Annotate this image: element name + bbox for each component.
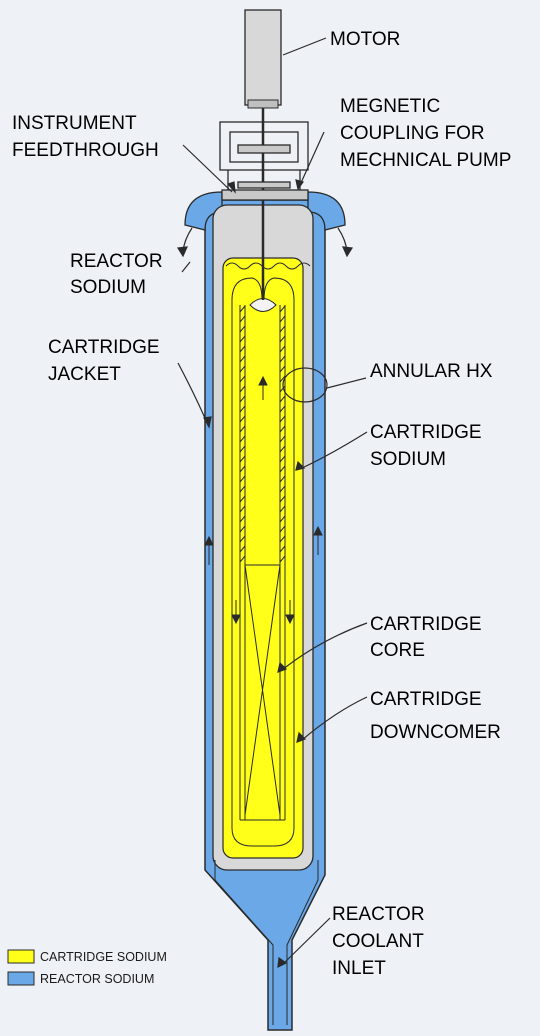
label-coupling-line3: MECHNICAL PUMP <box>340 150 512 171</box>
label-motor: MOTOR <box>330 29 401 50</box>
legend-label-cartridge-sodium: CARTRIDGE SODIUM <box>40 950 167 964</box>
label-downcomer-line2: DOWNCOMER <box>370 722 501 743</box>
label-cart-sodium-line2: SODIUM <box>370 449 446 470</box>
cartridge-sodium-pool <box>223 258 303 858</box>
label-coupling-line1: MEGNETIC <box>340 96 441 117</box>
legend <box>8 950 167 986</box>
label-reactor-sodium-line1: REACTOR <box>70 251 163 272</box>
label-core-line2: CORE <box>370 640 425 661</box>
label-inlet-line2: COOLANT <box>332 931 424 952</box>
label-instrument-line1: INSTRUMENT <box>12 113 137 134</box>
legend-swatch-reactor-sodium <box>8 972 34 985</box>
motor-cap <box>248 100 278 108</box>
label-jacket-line1: CARTRIDGE <box>48 337 160 358</box>
label-coupling-line2: COUPLING FOR <box>340 123 485 144</box>
motor-body <box>245 10 281 105</box>
label-instrument-line2: FEEDTHROUGH <box>12 140 159 161</box>
legend-swatch-cartridge-sodium <box>8 950 34 963</box>
label-inlet-line3: INLET <box>332 958 386 979</box>
label-reactor-sodium-line2: SODIUM <box>70 277 146 298</box>
label-downcomer-line1: CARTRIDGE <box>370 689 482 710</box>
label-cart-sodium-line1: CARTRIDGE <box>370 422 482 443</box>
legend-label-reactor-sodium: REACTOR SODIUM <box>40 972 155 986</box>
label-inlet-line1: REACTOR <box>332 904 425 925</box>
label-annular-hx: ANNULAR HX <box>370 361 493 382</box>
label-jacket-line2: JACKET <box>48 364 121 385</box>
label-core-line1: CARTRIDGE <box>370 614 482 635</box>
